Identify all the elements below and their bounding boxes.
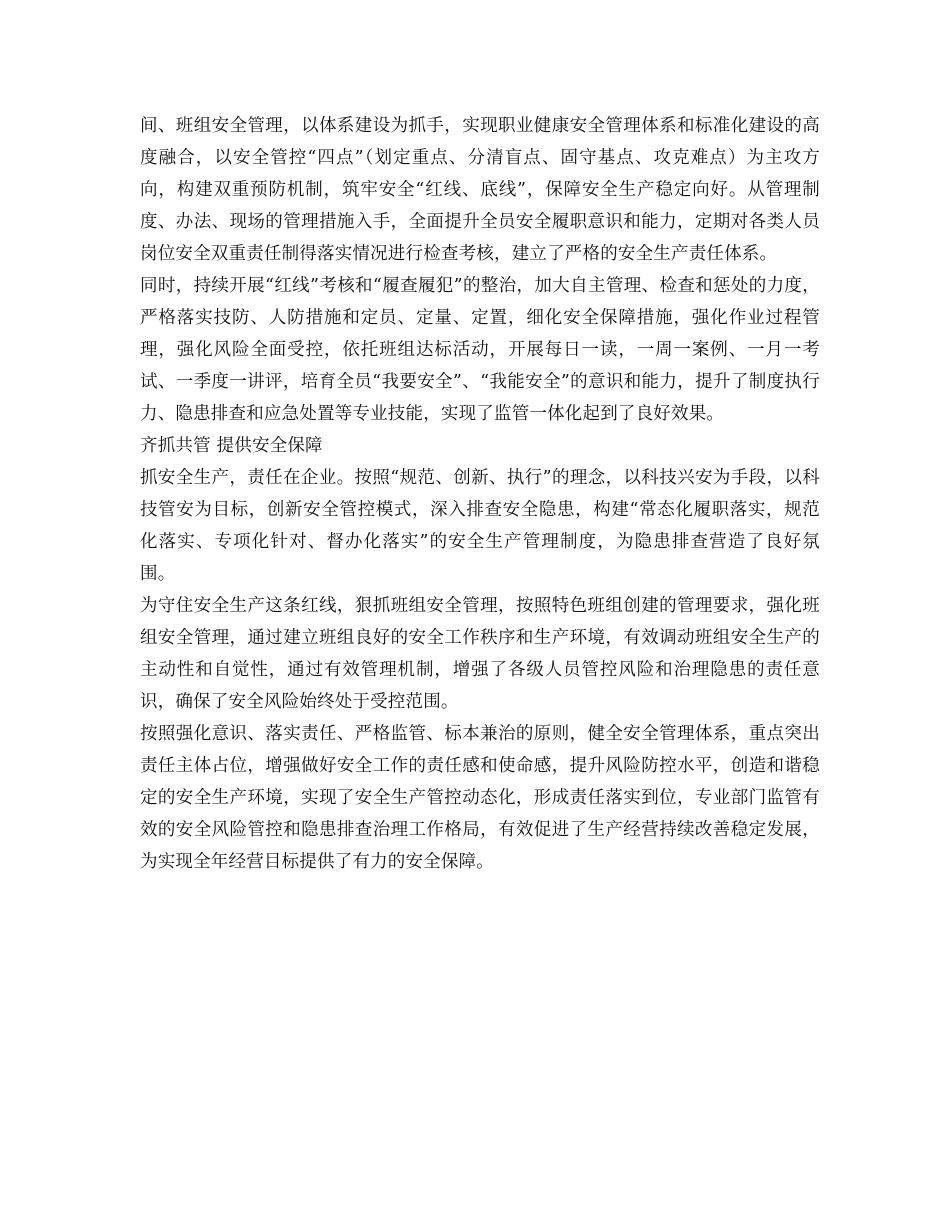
paragraph-enterprise-responsibility: 抓安全生产，责任在企业。按照“规范、创新、执行”的理念，以科技兴安为手段，以科技管安为目标，创新安全管控模式，深入排查安全隐患，构建“常态化履职落实，规范化落实、专项化针对、督办化落实”的安全生产管理制度，为隐患排查营造了良好氛围。	[140, 468, 820, 584]
section-heading: 齐抓共管 提供安全保障	[140, 436, 323, 456]
paragraph-safety-system: 间、班组安全管理，以体系建设为抓手，实现职业健康安全管理体系和标准化建设的高度融合，以安全管控“四点”（划定重点、分清盲点、固守基点、攻克难点）为主攻方向，构建双重预防机制，筑牢安全“红线、底线”，保障安全生产稳定向好。从管理制度、办法、现场的管理措施入手，全面提升全员安全履职意识和能力，定期对各类人员岗位安全双重责任制得落实情况进行检查考核，建立了严格的安全生产责任体系。	[140, 116, 820, 264]
paragraph-principles: 按照强化意识、落实责任、严格监管、标本兼治的原则，健全安全管理体系，重点突出责任主体占位，增强做好安全工作的责任感和使命感，提升风险防控水平，创造和谐稳定的安全生产环境，实现了安全生产管控动态化，形成责任落实到位，专业部门监管有效的安全风险管控和隐患排查治理工作格局，有效促进了生产经营持续改善稳定发展，为实现全年经营目标提供了有力的安全保障。	[140, 724, 820, 872]
document-page	[140, 110, 820, 878]
paragraph-team-management: 为守住安全生产这条红线，狠抓班组安全管理，按照特色班组创建的管理要求，强化班组安全管理，通过建立班组良好的安全工作秩序和生产环境，有效调动班组安全生产的主动性和自觉性，通过有效管理机制，增强了各级人员管控风险和治理隐患的责任意识，确保了安全风险始终处于受控范围。	[140, 596, 820, 712]
paragraph-redline-assessment: 同时，持续开展“红线”考核和“履查履犯”的整治，加大自主管理、检查和惩处的力度，严格落实技防、人防措施和定员、定量、定置，细化安全保障措施，强化作业过程管理，强化风险全面受控，依托班组达标活动，开展每日一读，一周一案例、一月一考试、一季度一讲评，培育全员“我要安全”、“我能安全”的意识和能力，提升了制度执行力、隐患排查和应急处置等专业技能，实现了监管一体化起到了良好效果。	[140, 276, 820, 424]
